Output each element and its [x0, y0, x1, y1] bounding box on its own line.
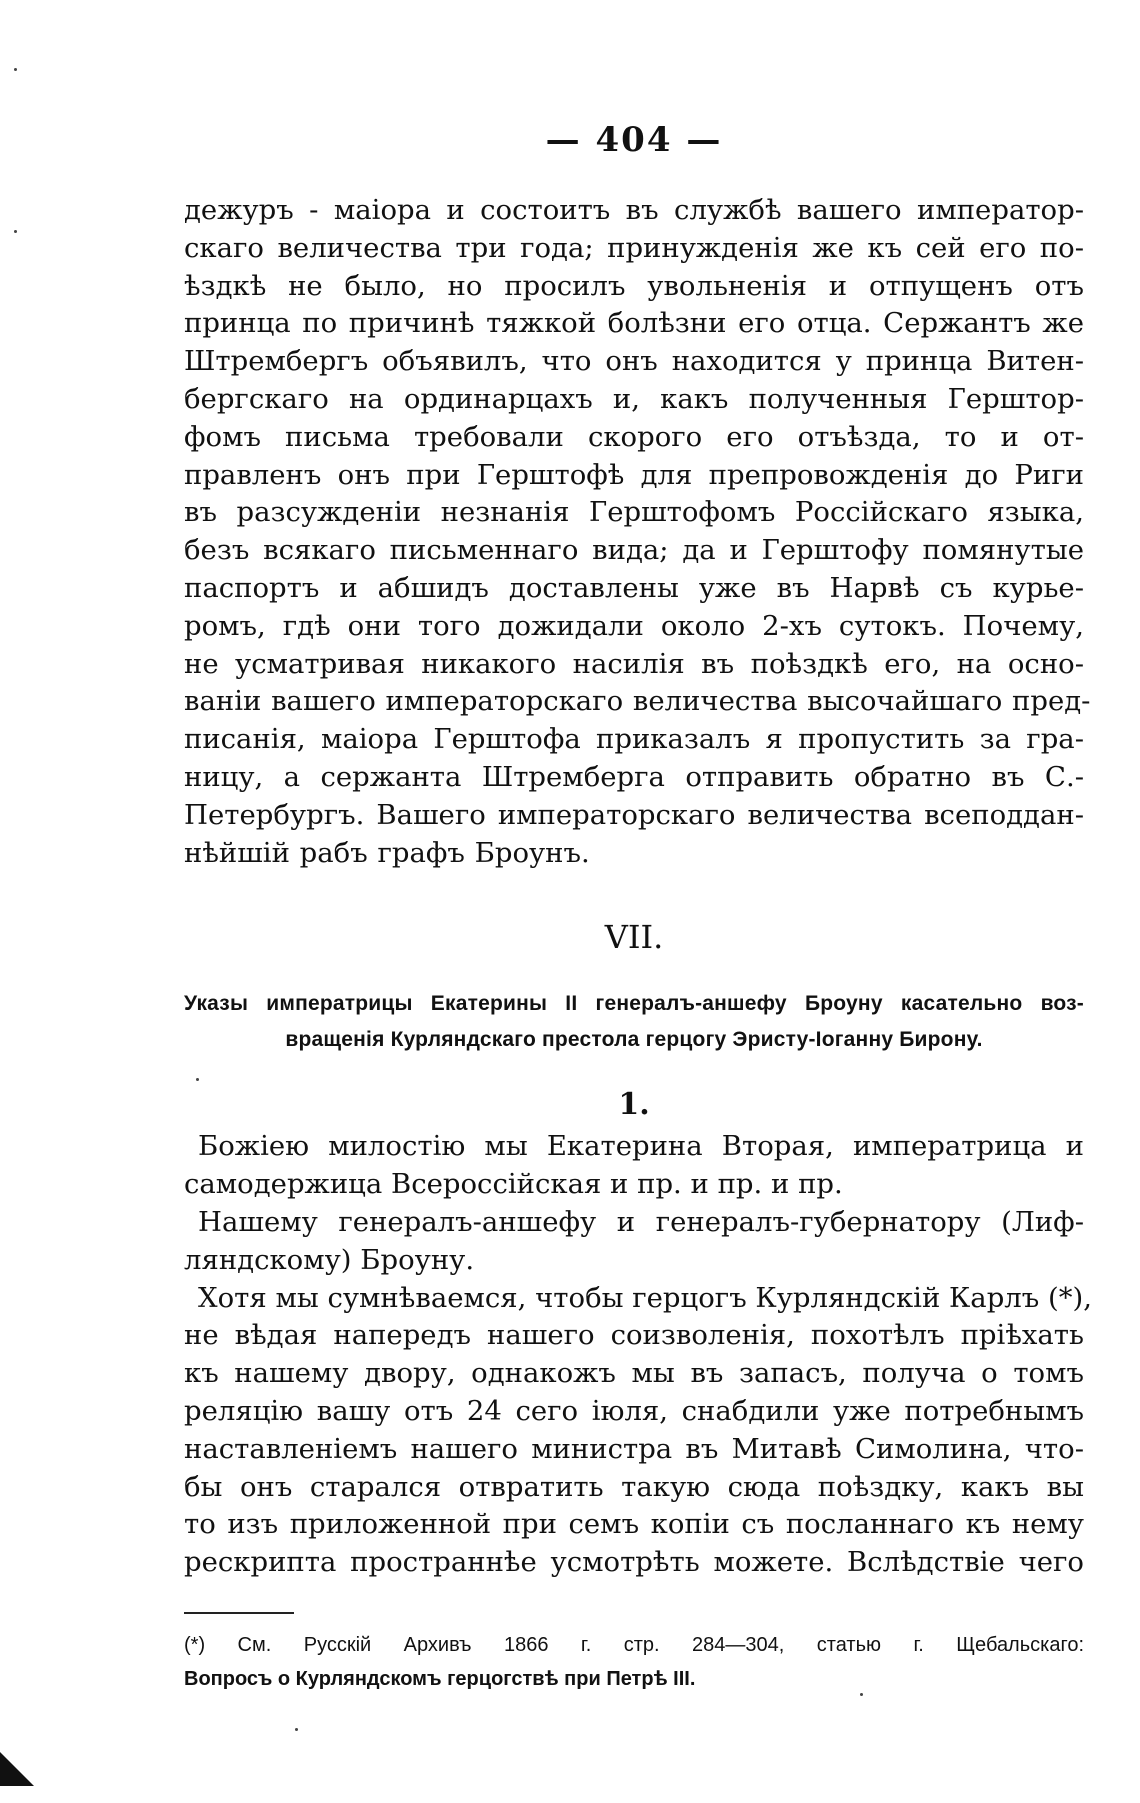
- footnote-line: Вопросъ о Курляндскомъ герцогствѣ при Петрѣ III.: [184, 1667, 696, 1690]
- scan-speck: [14, 230, 17, 233]
- scan-speck: [14, 68, 17, 71]
- section-title-line: вращенiя Курляндскаго престола герцогу Эристу-Iоганну Бирону.: [285, 1028, 983, 1052]
- text-line: безъ всякаго письменнаго вида; да и Герштофу помянутые: [184, 534, 1084, 567]
- text-line: Нашему генералъ-аншефу и генералъ-губернатору (Лиф-: [198, 1205, 1084, 1238]
- text-line: Божiею милостiю мы Екатерина Вторая, императрица и: [198, 1130, 1084, 1163]
- text-line: наставленiемъ нашего министра въ Митавѣ Симолина, что-: [184, 1432, 1084, 1465]
- text-line: не вѣдая напередъ нашего соизволенiя, похотѣлъ прiѣхать: [184, 1319, 1084, 1352]
- text-line: ванiи вашего императорскаго величества высочайшаго пред-: [184, 685, 1091, 718]
- text-line: ницу, а сержанта Штремберга отправить обратно въ С.-: [184, 760, 1084, 793]
- footnote: [184, 1628, 1084, 1696]
- text-line: то изъ приложенной при семъ копiи съ посланнаго къ нему: [184, 1508, 1084, 1541]
- page-number: — 404 —: [545, 120, 723, 160]
- text-line: принца по причинѣ тяжкой болѣзни его отца. Сержантъ же: [184, 307, 1084, 340]
- book-page: [184, 110, 1092, 1696]
- text-line: къ нашему двору, однакожъ мы въ запасъ, получа о томъ: [184, 1357, 1084, 1390]
- paragraph-salutation: [184, 1128, 1084, 1204]
- text-line: не усматривая никакого насилiя въ поѣздкѣ его, на осно-: [184, 647, 1084, 680]
- text-line: правленъ онъ при Герштофѣ для препровожденiя до Риги: [184, 458, 1084, 491]
- paragraph-addressee: [184, 1204, 1084, 1280]
- section-title: [184, 986, 1084, 1058]
- text-line: Петербургъ. Вашего императорскаго величества всеподдан-: [184, 798, 1084, 831]
- text-line: ѣздкѣ не было, но просилъ увольненiя и отпущенъ отъ: [184, 269, 1084, 302]
- text-line: дежуръ - маiора и состоитъ въ службѣ вашего император-: [184, 194, 1084, 226]
- scan-speck: [860, 1693, 863, 1696]
- text-line: Хотя мы сумнѣваемся, чтобы герцогъ Курляндскiй Карлъ (*),: [198, 1281, 1092, 1314]
- letter-continuation: [184, 192, 1091, 872]
- section-title-line: Указы императрицы Екатерины II генералъ-аншефу Броуну касательно воз-: [184, 992, 1084, 1016]
- text-line: фомъ письма требовали скорого его отъѣзда, то и от-: [184, 420, 1084, 453]
- text-line: ромъ, гдѣ они того дожидали около 2-хъ сутокъ. Почему,: [184, 609, 1084, 642]
- footnote-line: (*) См. Русскiй Архивъ 1866 г. стр. 284—304, статью г. Щебальскаго:: [184, 1633, 1084, 1656]
- document-number: 1.: [618, 1087, 650, 1123]
- text-line: писанiя, маiора Герштофа приказалъ я пропустить за гра-: [184, 723, 1084, 756]
- section-number: VII.: [604, 918, 664, 957]
- text-line: реляцiю вашу отъ 24 сего iюля, снабдили уже потребнымъ: [184, 1394, 1084, 1427]
- page-corner-mark: [0, 1752, 34, 1786]
- text-line: бы онъ старался отвратить такую сюда поѣздку, какъ вы: [184, 1470, 1084, 1503]
- text-line: паспортъ и абшидъ доставлены уже въ Нарвѣ съ курье-: [184, 571, 1084, 604]
- text-line: самодержица Всероссiйская и пр. и пр. и пр.: [184, 1168, 843, 1201]
- text-line: скаго величества три года; принужденiя же къ сей его по-: [184, 231, 1084, 264]
- footnote-divider: [184, 1612, 294, 1614]
- text-line: рескрипта пространнѣе усмотрѣть можете. Вслѣдствiе чего: [184, 1546, 1084, 1579]
- text-line: Штрембергъ объявилъ, что онъ находится у принца Витен-: [184, 345, 1084, 378]
- text-line: ляндскому) Броуну.: [184, 1243, 475, 1276]
- text-line: въ разсужденiи незнанiя Герштофомъ Россiйскаго языка,: [184, 496, 1084, 529]
- scan-speck: [295, 1728, 298, 1731]
- text-line: нѣйшiй рабъ графъ Броунъ.: [184, 836, 590, 869]
- scan-speck: [196, 1078, 199, 1081]
- text-line: бергскаго на ординарцахъ и, какъ полученныя Герштор-: [184, 382, 1084, 415]
- paragraph-body: [184, 1280, 1092, 1582]
